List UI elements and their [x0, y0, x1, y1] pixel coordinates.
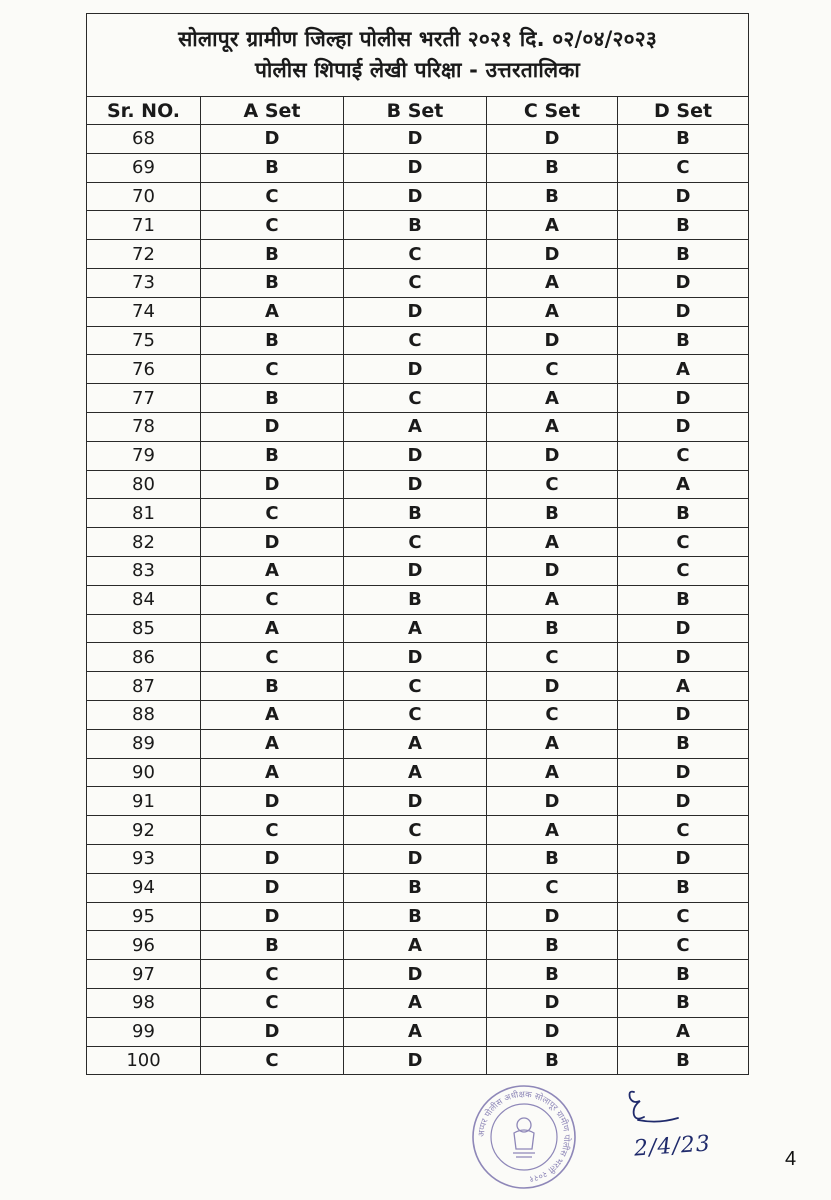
cell-sr-no: 81	[87, 499, 201, 528]
official-seal	[470, 1083, 578, 1191]
cell-sr-no: 100	[87, 1046, 201, 1075]
cell-sr-no: 77	[87, 384, 201, 413]
cell-b-set: D	[344, 960, 487, 989]
cell-d-set: B	[618, 729, 749, 758]
cell-sr-no: 72	[87, 240, 201, 269]
table-title	[87, 14, 749, 97]
table-row	[87, 787, 749, 816]
cell-b-set: D	[344, 470, 487, 499]
table-row	[87, 499, 749, 528]
table-row	[87, 729, 749, 758]
cell-d-set: C	[618, 556, 749, 585]
table-row	[87, 585, 749, 614]
cell-b-set: D	[344, 125, 487, 154]
cell-sr-no: 69	[87, 153, 201, 182]
cell-d-set: C	[618, 528, 749, 557]
cell-a-set: B	[201, 326, 344, 355]
cell-b-set: C	[344, 528, 487, 557]
cell-sr-no: 85	[87, 614, 201, 643]
cell-c-set: B	[487, 1046, 618, 1075]
column-header-row	[87, 97, 749, 125]
cell-b-set: A	[344, 758, 487, 787]
cell-b-set: D	[344, 297, 487, 326]
table-row	[87, 355, 749, 384]
cell-d-set: C	[618, 931, 749, 960]
cell-b-set: D	[344, 787, 487, 816]
cell-d-set: D	[618, 182, 749, 211]
cell-d-set: C	[618, 153, 749, 182]
table-row	[87, 412, 749, 441]
cell-c-set: D	[487, 1017, 618, 1046]
cell-b-set: D	[344, 556, 487, 585]
cell-d-set: D	[618, 643, 749, 672]
cell-d-set: B	[618, 873, 749, 902]
cell-c-set: B	[487, 844, 618, 873]
table-row	[87, 988, 749, 1017]
cell-a-set: C	[201, 182, 344, 211]
column-header-c-set: C Set	[487, 97, 618, 125]
cell-sr-no: 71	[87, 211, 201, 240]
cell-b-set: A	[344, 988, 487, 1017]
cell-a-set: C	[201, 499, 344, 528]
column-header-sr-no: Sr. NO.	[87, 97, 201, 125]
cell-d-set: D	[618, 758, 749, 787]
cell-b-set: D	[344, 1046, 487, 1075]
cell-sr-no: 95	[87, 902, 201, 931]
cell-sr-no: 97	[87, 960, 201, 989]
title-line-1: सोलापूर ग्रामीण जिल्हा पोलीस भरती २०२१ दि. ०२/०४/२०२३	[178, 27, 657, 51]
cell-c-set: A	[487, 528, 618, 557]
cell-b-set: A	[344, 729, 487, 758]
cell-d-set: B	[618, 125, 749, 154]
cell-d-set: D	[618, 297, 749, 326]
cell-d-set: A	[618, 355, 749, 384]
cell-d-set: D	[618, 844, 749, 873]
table-row	[87, 672, 749, 701]
cell-a-set: A	[201, 758, 344, 787]
table-row	[87, 700, 749, 729]
cell-b-set: D	[344, 182, 487, 211]
table-row	[87, 614, 749, 643]
cell-d-set: D	[618, 268, 749, 297]
cell-sr-no: 91	[87, 787, 201, 816]
cell-c-set: C	[487, 355, 618, 384]
cell-d-set: B	[618, 240, 749, 269]
table-row	[87, 960, 749, 989]
cell-b-set: B	[344, 585, 487, 614]
emblem-icon	[513, 1118, 535, 1157]
table-row	[87, 441, 749, 470]
cell-sr-no: 90	[87, 758, 201, 787]
cell-c-set: C	[487, 700, 618, 729]
cell-sr-no: 78	[87, 412, 201, 441]
cell-d-set: A	[618, 1017, 749, 1046]
cell-a-set: A	[201, 614, 344, 643]
cell-sr-no: 79	[87, 441, 201, 470]
cell-d-set: B	[618, 326, 749, 355]
cell-b-set: A	[344, 931, 487, 960]
cell-a-set: A	[201, 729, 344, 758]
cell-d-set: D	[618, 787, 749, 816]
table-row	[87, 470, 749, 499]
cell-d-set: B	[618, 211, 749, 240]
cell-d-set: C	[618, 816, 749, 845]
cell-b-set: C	[344, 268, 487, 297]
cell-a-set: A	[201, 556, 344, 585]
cell-d-set: A	[618, 470, 749, 499]
cell-sr-no: 86	[87, 643, 201, 672]
cell-a-set: A	[201, 297, 344, 326]
cell-c-set: D	[487, 787, 618, 816]
cell-d-set: B	[618, 585, 749, 614]
cell-sr-no: 98	[87, 988, 201, 1017]
table-row	[87, 182, 749, 211]
table-row	[87, 1017, 749, 1046]
cell-c-set: D	[487, 326, 618, 355]
cell-c-set: A	[487, 729, 618, 758]
cell-c-set: A	[487, 384, 618, 413]
cell-d-set: D	[618, 614, 749, 643]
cell-d-set: D	[618, 412, 749, 441]
cell-c-set: A	[487, 758, 618, 787]
cell-c-set: C	[487, 873, 618, 902]
table-row	[87, 1046, 749, 1075]
cell-c-set: A	[487, 816, 618, 845]
cell-d-set: C	[618, 441, 749, 470]
cell-sr-no: 87	[87, 672, 201, 701]
cell-c-set: D	[487, 988, 618, 1017]
cell-c-set: D	[487, 672, 618, 701]
cell-a-set: B	[201, 441, 344, 470]
cell-d-set: C	[618, 902, 749, 931]
table-row	[87, 758, 749, 787]
cell-b-set: D	[344, 153, 487, 182]
cell-a-set: D	[201, 470, 344, 499]
cell-sr-no: 94	[87, 873, 201, 902]
cell-c-set: D	[487, 240, 618, 269]
cell-a-set: B	[201, 672, 344, 701]
cell-c-set: B	[487, 960, 618, 989]
cell-a-set: D	[201, 844, 344, 873]
cell-c-set: C	[487, 643, 618, 672]
cell-c-set: A	[487, 268, 618, 297]
cell-a-set: B	[201, 931, 344, 960]
cell-b-set: D	[344, 355, 487, 384]
cell-a-set: C	[201, 643, 344, 672]
cell-a-set: C	[201, 960, 344, 989]
cell-a-set: D	[201, 412, 344, 441]
cell-c-set: D	[487, 902, 618, 931]
cell-a-set: C	[201, 211, 344, 240]
cell-c-set: A	[487, 297, 618, 326]
cell-d-set: B	[618, 499, 749, 528]
cell-sr-no: 74	[87, 297, 201, 326]
cell-sr-no: 70	[87, 182, 201, 211]
cell-c-set: D	[487, 441, 618, 470]
cell-b-set: A	[344, 614, 487, 643]
cell-b-set: B	[344, 499, 487, 528]
cell-b-set: C	[344, 326, 487, 355]
cell-b-set: C	[344, 672, 487, 701]
cell-sr-no: 84	[87, 585, 201, 614]
cell-d-set: D	[618, 700, 749, 729]
cell-b-set: B	[344, 873, 487, 902]
cell-sr-no: 96	[87, 931, 201, 960]
table-row	[87, 125, 749, 154]
cell-sr-no: 99	[87, 1017, 201, 1046]
table-row	[87, 556, 749, 585]
seal-text: अप्पर पोलीस अधीक्षक सोलापूर ग्रामीण पोलीस भरती २०२१	[476, 1089, 572, 1184]
answer-rows	[87, 125, 749, 1075]
signature-date: 2/4/23	[633, 1131, 712, 1162]
cell-sr-no: 75	[87, 326, 201, 355]
cell-sr-no: 82	[87, 528, 201, 557]
cell-sr-no: 93	[87, 844, 201, 873]
cell-a-set: D	[201, 1017, 344, 1046]
cell-a-set: A	[201, 700, 344, 729]
table-row	[87, 240, 749, 269]
cell-c-set: B	[487, 182, 618, 211]
cell-b-set: D	[344, 643, 487, 672]
cell-a-set: B	[201, 384, 344, 413]
cell-b-set: C	[344, 700, 487, 729]
cell-b-set: D	[344, 844, 487, 873]
table-row	[87, 153, 749, 182]
cell-sr-no: 83	[87, 556, 201, 585]
cell-a-set: C	[201, 585, 344, 614]
cell-c-set: A	[487, 211, 618, 240]
cell-b-set: C	[344, 384, 487, 413]
cell-c-set: B	[487, 499, 618, 528]
cell-a-set: B	[201, 240, 344, 269]
cell-c-set: D	[487, 125, 618, 154]
cell-a-set: D	[201, 528, 344, 557]
cell-a-set: C	[201, 816, 344, 845]
table-row	[87, 528, 749, 557]
page-number: 4	[785, 1148, 797, 1170]
cell-c-set: C	[487, 470, 618, 499]
table-row	[87, 297, 749, 326]
cell-d-set: A	[618, 672, 749, 701]
cell-b-set: A	[344, 412, 487, 441]
cell-c-set: A	[487, 412, 618, 441]
cell-b-set: B	[344, 211, 487, 240]
cell-a-set: D	[201, 873, 344, 902]
cell-c-set: B	[487, 614, 618, 643]
table-row	[87, 643, 749, 672]
cell-a-set: C	[201, 988, 344, 1017]
table-row	[87, 326, 749, 355]
signature-scribble	[620, 1086, 700, 1130]
cell-b-set: C	[344, 816, 487, 845]
cell-a-set: B	[201, 153, 344, 182]
cell-sr-no: 80	[87, 470, 201, 499]
table-row	[87, 844, 749, 873]
cell-sr-no: 68	[87, 125, 201, 154]
cell-d-set: B	[618, 1046, 749, 1075]
cell-d-set: B	[618, 988, 749, 1017]
column-header-d-set: D Set	[618, 97, 749, 125]
cell-a-set: D	[201, 125, 344, 154]
cell-sr-no: 92	[87, 816, 201, 845]
table-row	[87, 931, 749, 960]
cell-c-set: D	[487, 556, 618, 585]
table-row	[87, 902, 749, 931]
cell-sr-no: 73	[87, 268, 201, 297]
cell-a-set: D	[201, 902, 344, 931]
cell-a-set: B	[201, 268, 344, 297]
cell-sr-no: 88	[87, 700, 201, 729]
table-row	[87, 816, 749, 845]
cell-c-set: A	[487, 585, 618, 614]
cell-a-set: C	[201, 1046, 344, 1075]
answer-key-table	[86, 13, 749, 1075]
cell-b-set: D	[344, 441, 487, 470]
title-line-2: पोलीस शिपाई लेखी परिक्षा - उत्तरतालिका	[254, 58, 581, 82]
cell-d-set: D	[618, 384, 749, 413]
cell-c-set: B	[487, 931, 618, 960]
table-row	[87, 211, 749, 240]
column-header-a-set: A Set	[201, 97, 344, 125]
cell-sr-no: 89	[87, 729, 201, 758]
cell-c-set: B	[487, 153, 618, 182]
column-header-b-set: B Set	[344, 97, 487, 125]
cell-a-set: C	[201, 355, 344, 384]
cell-b-set: C	[344, 240, 487, 269]
cell-d-set: B	[618, 960, 749, 989]
cell-b-set: B	[344, 902, 487, 931]
table-row	[87, 873, 749, 902]
cell-a-set: D	[201, 787, 344, 816]
table-row	[87, 268, 749, 297]
cell-sr-no: 76	[87, 355, 201, 384]
cell-b-set: A	[344, 1017, 487, 1046]
table-row	[87, 384, 749, 413]
